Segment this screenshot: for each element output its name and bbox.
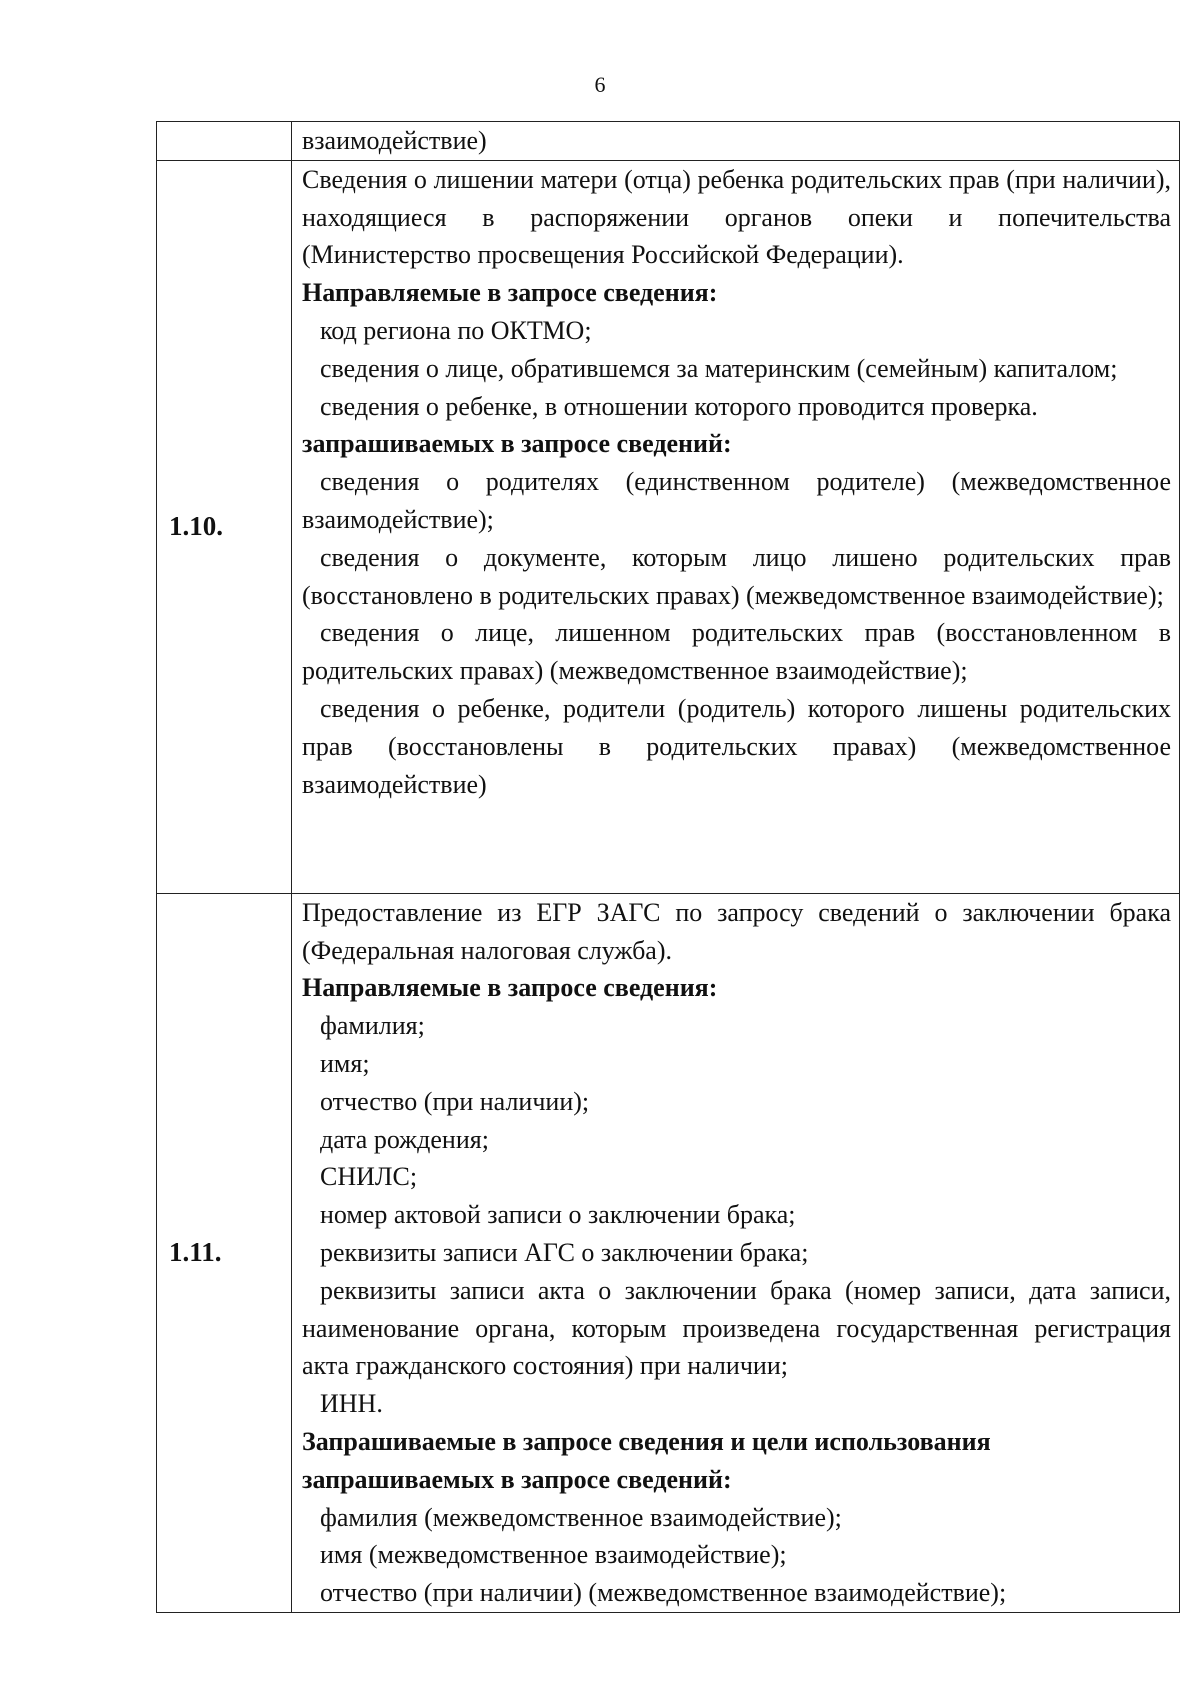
list-item: отчество (при наличии); xyxy=(320,1086,590,1116)
list-item: фамилия (межведомственное взаимодействие); xyxy=(320,1502,842,1532)
row-content-cell xyxy=(292,160,1180,893)
list-item: реквизиты записи акта о заключении брака (номер записи, дата записи, наименование органа, которым произведена государственная регистрация акта гражданского состояния) при наличии; xyxy=(302,1275,1171,1381)
list-item: номер актовой записи о заключении брака; xyxy=(320,1200,796,1230)
list-item: имя (межведомственное взаимодействие); xyxy=(320,1540,787,1570)
list-item: отчество (при наличии) (межведомственное взаимодействие); xyxy=(320,1578,1007,1608)
list-item: фамилия; xyxy=(320,1011,425,1041)
list-item: СНИЛС; xyxy=(320,1162,418,1192)
list-item: сведения о родителях (единственном родителе) (межведомственное взаимодействие); xyxy=(302,467,1171,534)
list-item: ИНН. xyxy=(320,1389,383,1419)
list-item: сведения о документе, которым лицо лишено родительских прав (восстановлено в родительских правах) (межведомственное взаимодействие); xyxy=(302,542,1171,610)
requested-heading-line: запрашиваемых в запросе сведений: xyxy=(302,1464,732,1494)
row-intro: Сведения о лишении матери (отца) ребенка родительских прав (при наличии), находящиеся в распоряжении органов опеки и попечительства (Министерство просвещения Российской Федерации). xyxy=(302,164,1171,270)
continued-text: взаимодействие) xyxy=(302,126,487,155)
row-number: 1.10. xyxy=(169,511,223,542)
list-item: сведения о лице, лишенном родительских прав (восстановленном в родительских правах) (межведомственное взаимодействие); xyxy=(302,618,1171,686)
requests-table xyxy=(156,121,1180,1613)
requested-heading-line: Запрашиваемые в запросе сведения и цели использования xyxy=(302,1426,991,1456)
row-number: 1.11. xyxy=(169,1237,222,1268)
sent-heading: Направляемые в запросе сведения: xyxy=(302,973,718,1003)
row-number-cell xyxy=(157,160,292,893)
list-item: код региона по ОКТМО; xyxy=(320,315,592,345)
list-item: сведения о ребенке, родители (родитель) которого лишены родительских прав (восстановлены в родительских правах) (межведомственное взаимодействие) xyxy=(302,693,1171,799)
table-row xyxy=(157,160,1180,893)
table-row xyxy=(157,893,1180,1612)
row-number-cell xyxy=(157,893,292,1612)
requested-heading: запрашиваемых в запросе сведений: xyxy=(302,429,732,459)
list-item: имя; xyxy=(320,1048,370,1078)
row-intro: Предоставление из ЕГР ЗАГС по запросу сведений о заключении брака (Федеральная налоговая служба). xyxy=(302,897,1171,965)
list-item: сведения о лице, обратившемся за материнским (семейным) капиталом; xyxy=(320,353,1118,383)
list-item: реквизиты записи АГС о заключении брака; xyxy=(320,1237,809,1267)
sent-heading: Направляемые в запросе сведения: xyxy=(302,278,718,308)
list-item: дата рождения; xyxy=(320,1124,489,1154)
row-number-cell xyxy=(157,122,292,161)
page-number: 6 xyxy=(594,72,606,97)
table-row xyxy=(157,122,1180,161)
row-content-cell xyxy=(292,122,1180,161)
list-item: сведения о ребенке, в отношении которого проводится проверка. xyxy=(320,391,1038,421)
row-content-cell xyxy=(292,893,1180,1612)
